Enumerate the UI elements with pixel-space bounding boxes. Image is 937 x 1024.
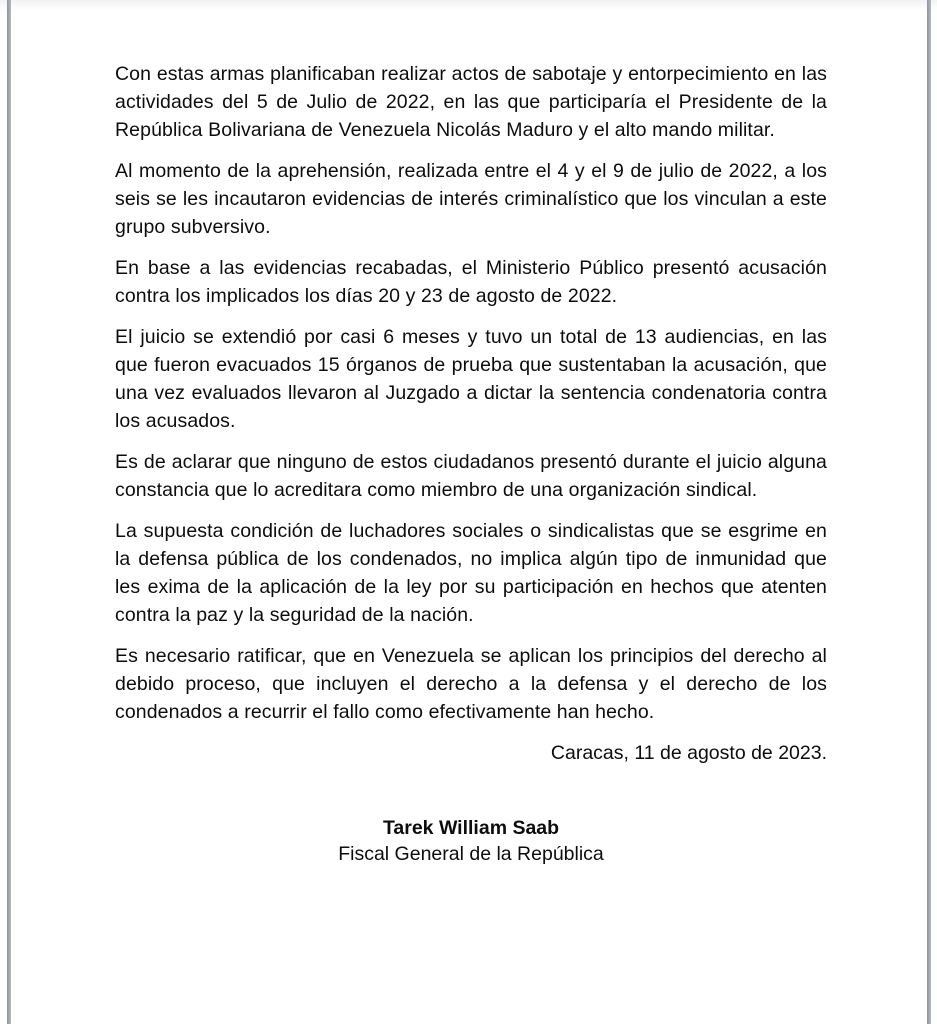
- paragraph-3: En base a las evidencias recabadas, el Ministerio Público presentó acusación contra los implicados los días 20 y 23 de agosto de 2022.: [115, 257, 827, 307]
- signature-title: Fiscal General de la República: [338, 843, 604, 865]
- signature-block: [115, 815, 827, 867]
- date-line: Caracas, 11 de agosto de 2023.: [550, 742, 827, 764]
- paragraph-4: El juicio se extendió por casi 6 meses y tuvo un total de 13 audiencias, en las que fueron evacuados 15 órganos de prueba que sustentaban la acusación, que una vez evaluados llevaron al Juzgado a dictar la sentencia condenatoria contra los acusados.: [115, 326, 827, 432]
- scan-top-shadow: [0, 0, 937, 10]
- signature-name: Tarek William Saab: [382, 817, 560, 839]
- paragraph-5: Es de aclarar que ninguno de estos ciudadanos presentó durante el juicio alguna constancia que lo acreditara como miembro de una organización sindical.: [115, 451, 827, 501]
- paragraph-7: Es necesario ratificar, que en Venezuela se aplican los principios del derecho al debido proceso, que incluyen el derecho a la defensa y el derecho de los condenados a recurrir el fallo como efectivamente han hecho.: [115, 645, 827, 723]
- paragraph-2: Al momento de la aprehensión, realizada entre el 4 y el 9 de julio de 2022, a los seis se les incautaron evidencias de interés criminalístico que los vinculan a este grupo subversivo.: [115, 160, 827, 238]
- paragraph-6: La supuesta condición de luchadores sociales o sindicalistas que se esgrime en la defensa pública de los condenados, no implica algún tipo de inmunidad que les exima de la aplicación de la ley por su participación en hechos que atenten contra la paz y la seguridad de la nación.: [115, 520, 827, 626]
- page-right-edge: [927, 0, 931, 1024]
- paragraph-1: Con estas armas planificaban realizar actos de sabotaje y entorpecimiento en las actividades del 5 de Julio de 2022, en las que participaría el Presidente de la República Bolivariana de Venezuela Nicolás Maduro y el alto mando militar.: [115, 63, 827, 141]
- page-left-edge: [7, 0, 11, 1024]
- document-body: [115, 60, 827, 867]
